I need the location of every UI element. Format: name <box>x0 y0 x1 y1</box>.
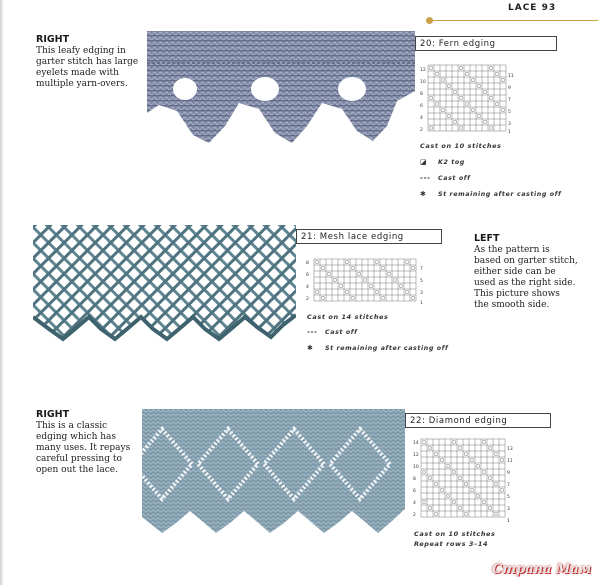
section1-cast-on: Cast on 10 stitches <box>420 142 502 150</box>
watermark-logo: Страна Мам <box>492 562 592 577</box>
chart-yarn-over-symbol <box>452 440 456 444</box>
chart-yarn-over-symbol <box>447 114 451 118</box>
header-rule <box>430 20 598 21</box>
section2-side-heading: LEFT <box>474 233 500 244</box>
chart-yarn-over-symbol <box>471 78 475 82</box>
section3-side-line: This is a classic <box>36 421 108 431</box>
legend-label: Cast off <box>438 174 471 182</box>
chart-yarn-over-symbol <box>435 102 439 106</box>
chart-yarn-over-symbol <box>351 266 355 270</box>
chart-row-number: 9 <box>508 86 511 91</box>
chart-yarn-over-symbol <box>477 84 481 88</box>
chart-row-number: 1 <box>507 519 510 524</box>
chart-row-number: 4 <box>306 285 309 290</box>
chart-row-number: 12 <box>413 453 419 458</box>
chart-yarn-over-symbol <box>470 458 474 462</box>
chart-yarn-over-symbol <box>363 278 367 282</box>
section2-side-line: used as the right side. <box>474 278 576 288</box>
chart-yarn-over-symbol <box>459 66 463 70</box>
mesh-lace-edging-photo <box>33 225 296 345</box>
legend-cast-off <box>420 174 470 182</box>
chart-yarn-over-symbol <box>476 494 480 498</box>
chart-yarn-over-symbol <box>488 446 492 450</box>
chart-yarn-over-symbol <box>500 488 504 492</box>
chart-yarn-over-symbol <box>488 476 492 480</box>
chart-row-number: 3 <box>508 122 511 127</box>
asterisk-icon: ✱ <box>307 344 314 352</box>
chart-row-number: 5 <box>507 495 510 500</box>
chart-yarn-over-symbol <box>494 512 498 516</box>
chart-yarn-over-symbol <box>446 464 450 468</box>
section3-side-line: edging which has <box>36 432 117 442</box>
section1-pattern-tag: 20: Fern edging <box>415 36 557 51</box>
section1-side-text <box>36 46 138 90</box>
chart-yarn-over-symbol <box>339 284 343 288</box>
chart-row-number: 6 <box>306 273 309 278</box>
section2-side-line: As the pattern is <box>474 245 550 255</box>
chart-yarn-over-symbol <box>345 290 349 294</box>
chart-yarn-over-symbol <box>369 284 373 288</box>
chart-row-number: 5 <box>508 110 511 115</box>
section3-side-text <box>36 421 130 476</box>
section3-side-line: careful pressing to <box>36 454 122 464</box>
chart-yarn-over-symbol <box>464 452 468 456</box>
chart-yarn-over-symbol <box>321 266 325 270</box>
chart-yarn-over-symbol <box>399 284 403 288</box>
legend-label: St remaining after casting off <box>438 190 562 198</box>
chart-yarn-over-symbol <box>459 96 463 100</box>
chart-yarn-over-symbol <box>470 488 474 492</box>
k2tog-symbol-icon: ◪ <box>420 158 428 166</box>
chart-yarn-over-symbol <box>428 476 432 480</box>
cast-off-dashes-icon: --- <box>420 174 431 182</box>
chart-yarn-over-symbol <box>482 440 486 444</box>
chart-row-number: 1 <box>420 301 423 305</box>
page-binding-shadow <box>0 0 4 585</box>
chart-yarn-over-symbol <box>429 96 433 100</box>
chart-row-number: 5 <box>420 279 423 284</box>
chart-yarn-over-symbol <box>452 500 456 504</box>
chart-yarn-over-symbol <box>453 120 457 124</box>
chart-yarn-over-symbol <box>465 72 469 76</box>
chart-row-number: 10 <box>420 80 426 85</box>
chart-yarn-over-symbol <box>501 78 505 82</box>
chart-yarn-over-symbol <box>494 452 498 456</box>
chart-yarn-over-symbol <box>464 482 468 486</box>
chart-row-number: 2 <box>413 513 416 518</box>
chart-yarn-over-symbol <box>429 126 433 130</box>
chart-row-number: 9 <box>507 471 510 476</box>
chart-yarn-over-symbol <box>387 272 391 276</box>
chart-yarn-over-symbol <box>435 72 439 76</box>
chart-row-number: 2 <box>420 128 423 133</box>
chart-yarn-over-symbol <box>489 96 493 100</box>
chart-yarn-over-symbol <box>393 278 397 282</box>
chart-yarn-over-symbol <box>458 476 462 480</box>
diamond-edging-chart <box>413 437 517 525</box>
section2-side-line: either side can be <box>474 267 556 277</box>
chart-row-number: 7 <box>507 483 510 488</box>
section2-side-line: the smooth side. <box>474 300 550 310</box>
chart-yarn-over-symbol <box>495 102 499 106</box>
section1-side-line: multiple yarn-overs. <box>36 79 128 89</box>
chart-row-number: 8 <box>413 477 416 482</box>
chart-yarn-over-symbol <box>489 66 493 70</box>
section1-side-line: eyelets made with <box>36 68 119 78</box>
chart-yarn-over-symbol <box>327 272 331 276</box>
chart-yarn-over-symbol <box>501 108 505 112</box>
section1-side-line: This leafy edging in <box>36 46 126 56</box>
legend-k2tog <box>420 158 465 166</box>
page-header-title: LACE 93 <box>508 3 557 13</box>
chart-yarn-over-symbol <box>357 272 361 276</box>
section3-side-heading: RIGHT <box>36 409 70 420</box>
chart-yarn-over-symbol <box>429 66 433 70</box>
chart-yarn-over-symbol <box>434 512 438 516</box>
chart-yarn-over-symbol <box>483 120 487 124</box>
legend-cast-off <box>307 328 357 336</box>
chart-row-number: 4 <box>413 501 416 506</box>
fern-edging-chart <box>420 63 520 133</box>
mesh-lace-edging-chart <box>306 257 428 305</box>
chart-yarn-over-symbol <box>447 84 451 88</box>
chart-row-number: 6 <box>420 104 423 109</box>
chart-yarn-over-symbol <box>458 506 462 510</box>
chart-yarn-over-symbol <box>477 114 481 118</box>
chart-yarn-over-symbol <box>453 90 457 94</box>
chart-yarn-over-symbol <box>375 260 379 264</box>
chart-yarn-over-symbol <box>333 278 337 282</box>
chart-row-number: 10 <box>413 465 419 470</box>
chart-yarn-over-symbol <box>422 440 426 444</box>
section3-cast-on: Cast on 10 stitches <box>414 530 496 538</box>
chart-yarn-over-symbol <box>381 296 385 300</box>
chart-row-number: 11 <box>507 459 513 464</box>
chart-yarn-over-symbol <box>471 108 475 112</box>
chart-row-number: 8 <box>306 261 309 266</box>
chart-row-number: 3 <box>420 291 423 296</box>
chart-yarn-over-symbol <box>459 126 463 130</box>
fern-edging-photo <box>147 31 415 156</box>
chart-yarn-over-symbol <box>381 266 385 270</box>
chart-row-number: 12 <box>420 68 426 73</box>
chart-row-number: 7 <box>420 267 423 272</box>
chart-yarn-over-symbol <box>351 296 355 300</box>
section3-pattern-tag: 22: Diamond edging <box>405 413 551 428</box>
section3-side-line: many uses. It repays <box>36 443 131 453</box>
chart-row-number: 2 <box>306 297 309 302</box>
chart-yarn-over-symbol <box>428 506 432 510</box>
chart-row-number: 4 <box>420 116 423 121</box>
chart-row-number: 6 <box>413 489 416 494</box>
section2-side-text <box>474 245 578 311</box>
chart-yarn-over-symbol <box>315 260 319 264</box>
section3-repeat-rows: Repeat rows 3–14 <box>414 540 489 548</box>
legend-asterisk <box>307 344 448 352</box>
chart-yarn-over-symbol <box>411 296 415 300</box>
chart-yarn-over-symbol <box>441 108 445 112</box>
chart-yarn-over-symbol <box>458 446 462 450</box>
chart-yarn-over-symbol <box>434 482 438 486</box>
chart-yarn-over-symbol <box>464 512 468 516</box>
chart-yarn-over-symbol <box>452 470 456 474</box>
chart-yarn-over-symbol <box>411 266 415 270</box>
chart-yarn-over-symbol <box>482 470 486 474</box>
chart-yarn-over-symbol <box>494 482 498 486</box>
chart-yarn-over-symbol <box>422 500 426 504</box>
legend-asterisk <box>420 190 561 198</box>
chart-row-number: 13 <box>507 447 513 452</box>
legend-label: K2 tog <box>438 158 465 166</box>
chart-yarn-over-symbol <box>405 290 409 294</box>
chart-yarn-over-symbol <box>440 458 444 462</box>
asterisk-icon: ✱ <box>420 190 427 198</box>
chart-row-number: 8 <box>420 92 423 97</box>
chart-yarn-over-symbol <box>315 290 319 294</box>
legend-label: Cast off <box>325 328 358 336</box>
section2-pattern-tag: 21: Mesh lace edging <box>296 229 442 244</box>
chart-yarn-over-symbol <box>446 494 450 498</box>
chart-row-number: 7 <box>508 98 511 103</box>
chart-yarn-over-symbol <box>440 488 444 492</box>
chart-yarn-over-symbol <box>434 452 438 456</box>
chart-yarn-over-symbol <box>422 470 426 474</box>
chart-yarn-over-symbol <box>465 102 469 106</box>
chart-yarn-over-symbol <box>405 260 409 264</box>
section2-side-line: This picture shows <box>474 289 560 299</box>
section3-side-line: open out the lace. <box>36 465 118 475</box>
chart-yarn-over-symbol <box>500 458 504 462</box>
cast-off-dashes-icon: --- <box>307 328 318 336</box>
diamond-edging-photo <box>142 409 405 539</box>
chart-yarn-over-symbol <box>488 506 492 510</box>
section2-cast-on: Cast on 14 stitches <box>307 313 389 321</box>
chart-yarn-over-symbol <box>476 464 480 468</box>
chart-row-number: 14 <box>413 441 419 446</box>
section1-side-line: garter stitch has large <box>36 57 139 67</box>
section1-side-heading: RIGHT <box>36 34 70 45</box>
chart-row-number: 1 <box>508 130 511 133</box>
chart-yarn-over-symbol <box>321 296 325 300</box>
chart-yarn-over-symbol <box>345 260 349 264</box>
chart-yarn-over-symbol <box>489 126 493 130</box>
chart-row-number: 3 <box>507 507 510 512</box>
section2-side-line: based on garter stitch, <box>474 256 578 266</box>
chart-yarn-over-symbol <box>482 500 486 504</box>
chart-yarn-over-symbol <box>428 446 432 450</box>
chart-row-number: 11 <box>508 74 514 79</box>
chart-yarn-over-symbol <box>375 290 379 294</box>
chart-yarn-over-symbol <box>441 78 445 82</box>
legend-label: St remaining after casting off <box>325 344 449 352</box>
chart-yarn-over-symbol <box>495 72 499 76</box>
chart-yarn-over-symbol <box>483 90 487 94</box>
